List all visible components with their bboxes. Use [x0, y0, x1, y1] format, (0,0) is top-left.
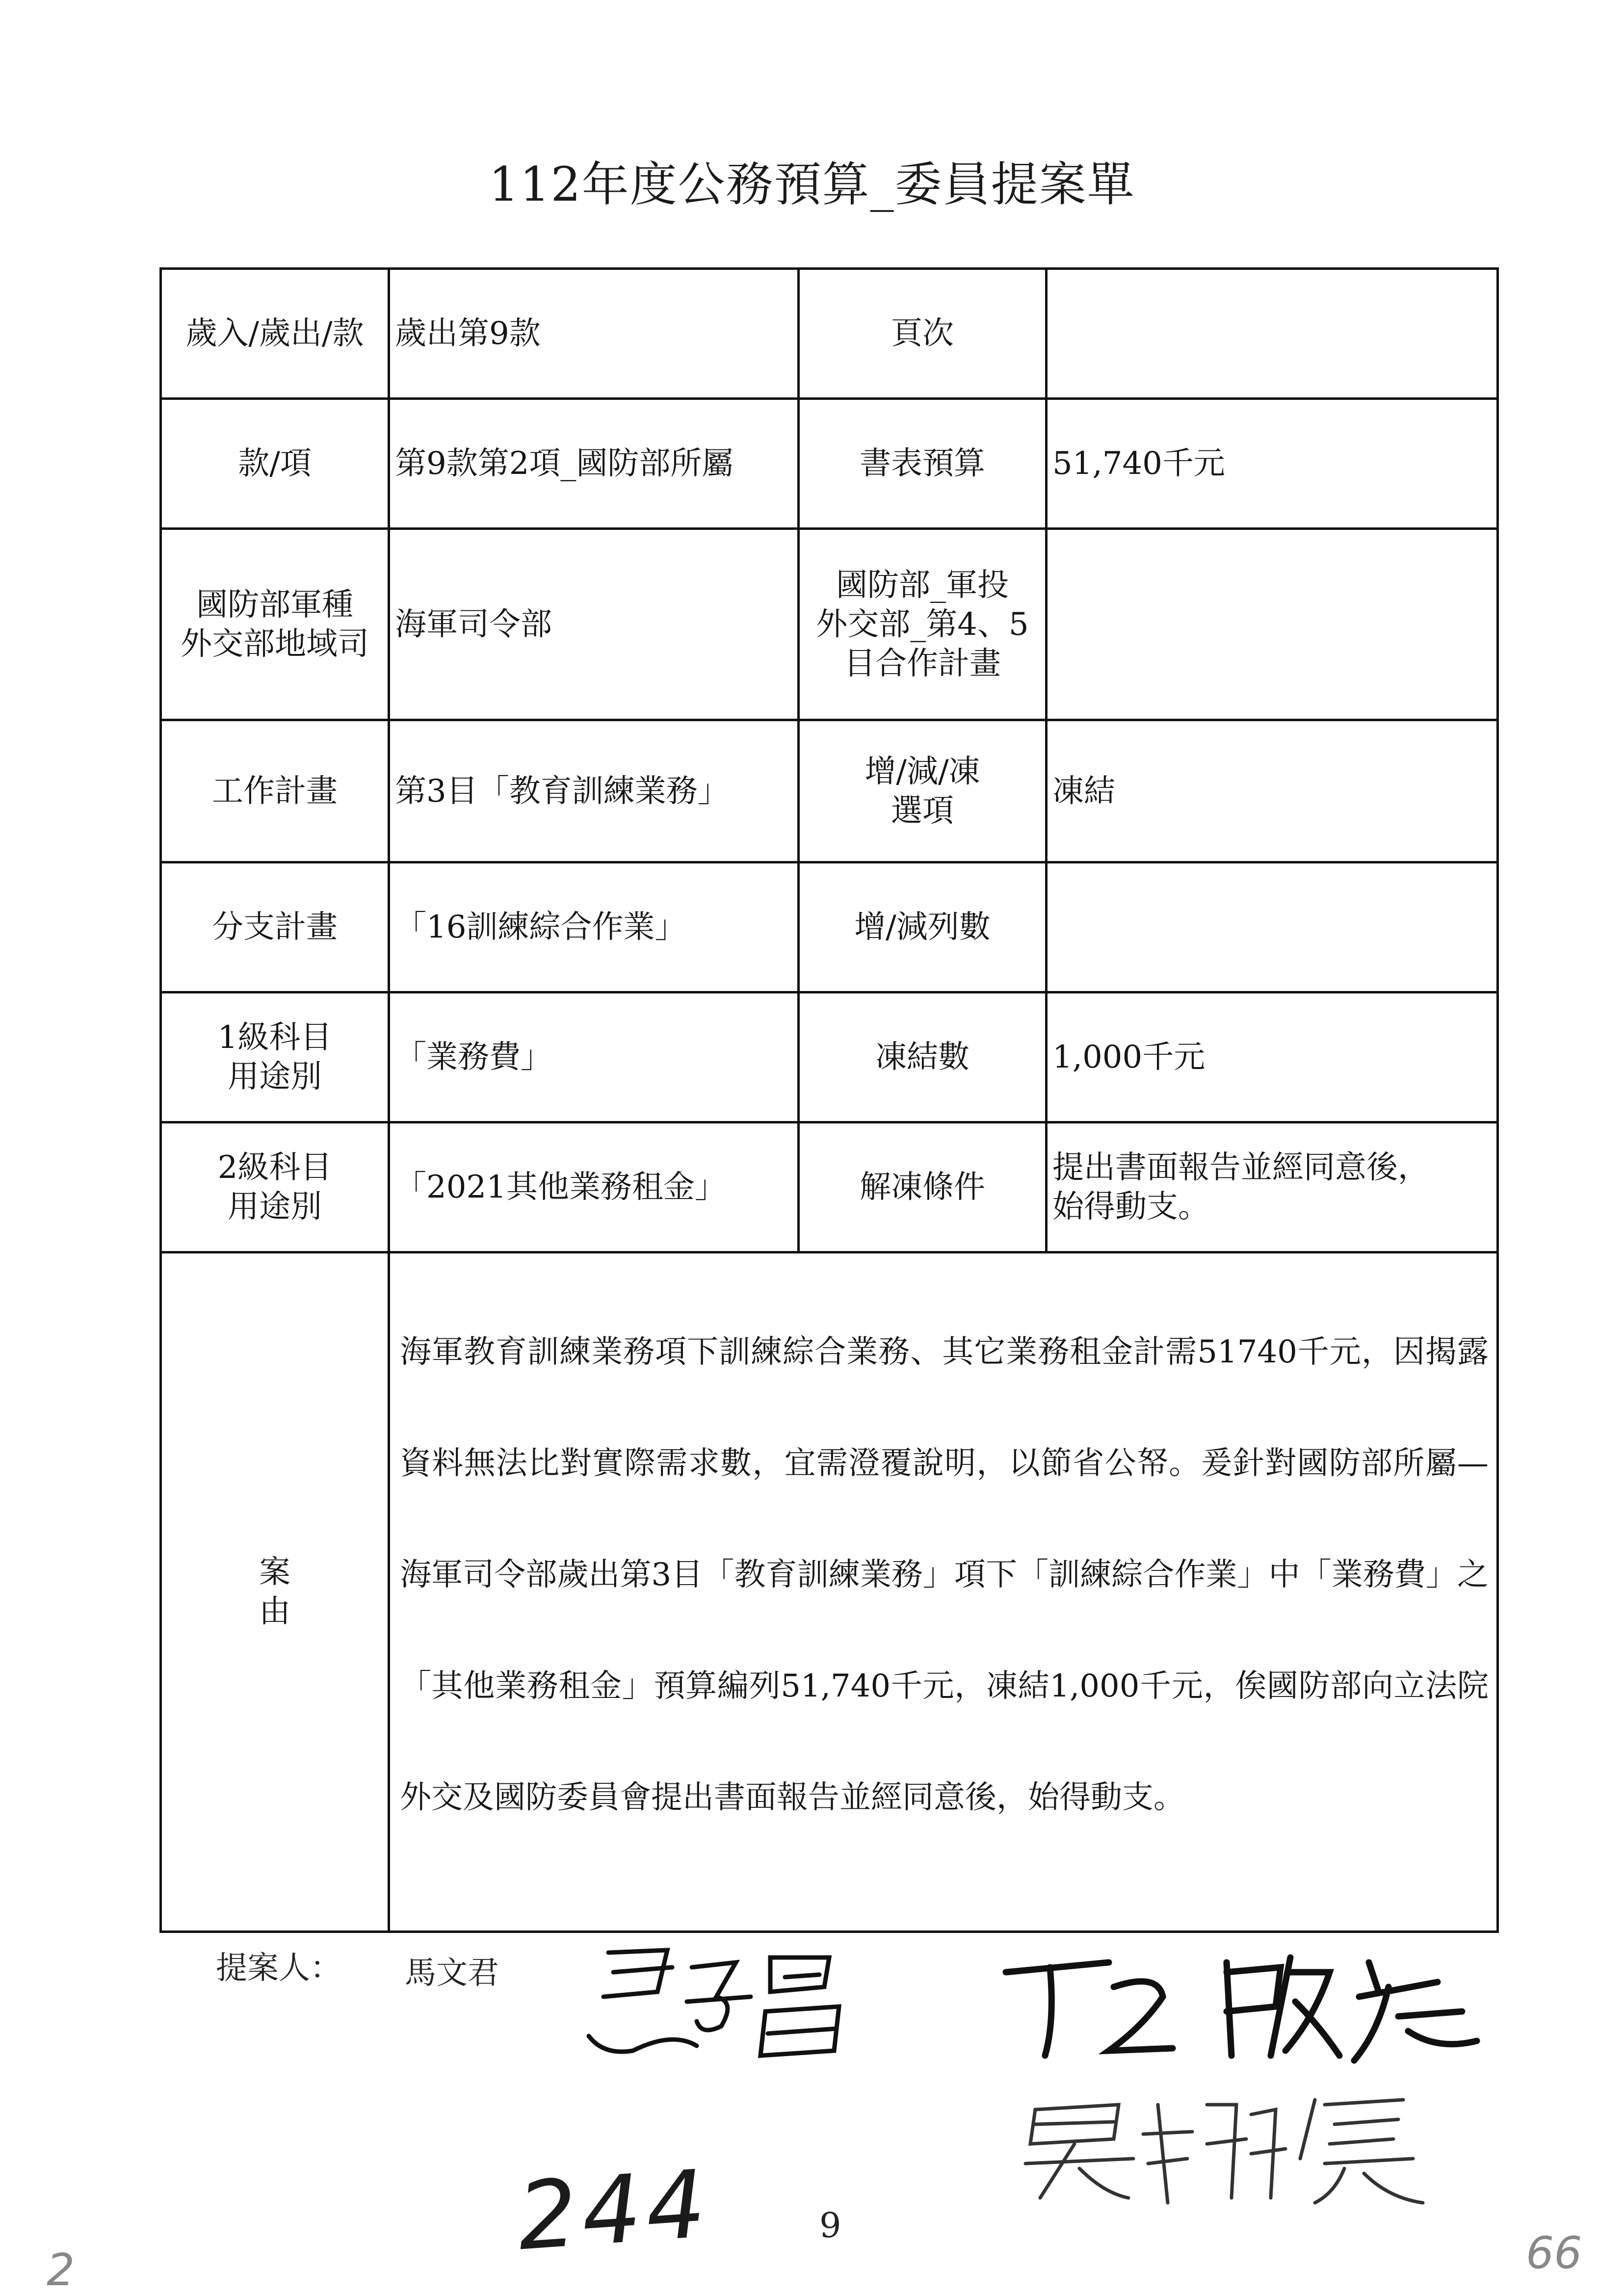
- form-row: [161, 529, 1498, 720]
- field-value: 凍結: [1047, 720, 1498, 862]
- page-number: 9: [819, 2205, 841, 2245]
- form-row: [161, 992, 1498, 1122]
- field-label: 分支計畫: [161, 862, 389, 992]
- field-label: 增/減/凍 選項: [799, 720, 1047, 862]
- field-value: 第9款第2項_國防部所屬: [389, 399, 799, 529]
- reason-row: [161, 1252, 1498, 1932]
- signature-2: [996, 1943, 1487, 2070]
- handwritten-page-number: 244: [514, 2149, 714, 2271]
- field-value: 51,740千元: [1047, 399, 1498, 529]
- form-row: [161, 720, 1498, 862]
- field-label: 國防部_軍投 外交部_第4、5 目合作計畫: [799, 529, 1047, 720]
- field-label: 工作計畫: [161, 720, 389, 862]
- field-value: 1,000千元: [1047, 992, 1498, 1122]
- proposer-name: 馬文君: [405, 1955, 499, 1991]
- field-label: 增/減列數: [799, 862, 1047, 992]
- margin-mark-left: 2: [47, 2244, 75, 2296]
- field-label: 解凍條件: [799, 1122, 1047, 1252]
- field-label: 書表預算: [799, 399, 1047, 529]
- reason-cell: [389, 1252, 1498, 1932]
- field-label: 國防部軍種 外交部地域司: [161, 529, 389, 720]
- form-row: [161, 269, 1498, 399]
- field-value: 第3目「教育訓練業務」: [389, 720, 799, 862]
- form-row: [161, 862, 1498, 992]
- form-row: [161, 1122, 1498, 1252]
- proposer-label: 提案人：: [216, 1950, 341, 1986]
- field-label: 頁次: [799, 269, 1047, 399]
- reason-text: 海軍教育訓練業務項下訓練綜合業務、其它業務租金計需51740千元，因揭露資料無法比對實際需求數，宜需澄覆說明，以節省公帑。爰針對國防部所屬—海軍司令部歲出第3目「教育訓練業務」項下「訓練綜合作業」中「業務費」之「其他業務租金」預算編列51,740千元，凍結1,000千元，俟國防部向立法院外交及國防委員會提出書面報告並經同意後，始得動支。: [400, 1333, 1489, 1816]
- field-value: 「16訓練綜合作業」: [389, 862, 799, 992]
- signature-1: [574, 1938, 868, 2085]
- field-label: 1級科目 用途別: [161, 992, 389, 1122]
- reason-label: 案由: [259, 1554, 354, 1630]
- field-value: [1047, 529, 1498, 720]
- margin-mark-right: 66: [1526, 2227, 1582, 2279]
- field-label: 歲入/歲出/款: [161, 269, 389, 399]
- field-value: 「業務費」: [389, 992, 799, 1122]
- proposal-form-table: [159, 267, 1499, 1933]
- field-value: [1047, 269, 1498, 399]
- field-value: 海軍司令部: [389, 529, 799, 720]
- field-value: [1047, 862, 1498, 992]
- field-label: 凍結數: [799, 992, 1047, 1122]
- reason-label-cell: [161, 1252, 389, 1932]
- signature-3: [1021, 2085, 1442, 2213]
- field-value: 歲出第9款: [389, 269, 799, 399]
- page-title: 112年度公務預算_委員提案單: [489, 157, 1135, 212]
- field-label: 款/項: [161, 399, 389, 529]
- field-value: 提出書面報告並經同意後， 始得動支。: [1047, 1122, 1498, 1252]
- field-value: 「2021其他業務租金」: [389, 1122, 799, 1252]
- field-label: 2級科目 用途別: [161, 1122, 389, 1252]
- form-row: [161, 399, 1498, 529]
